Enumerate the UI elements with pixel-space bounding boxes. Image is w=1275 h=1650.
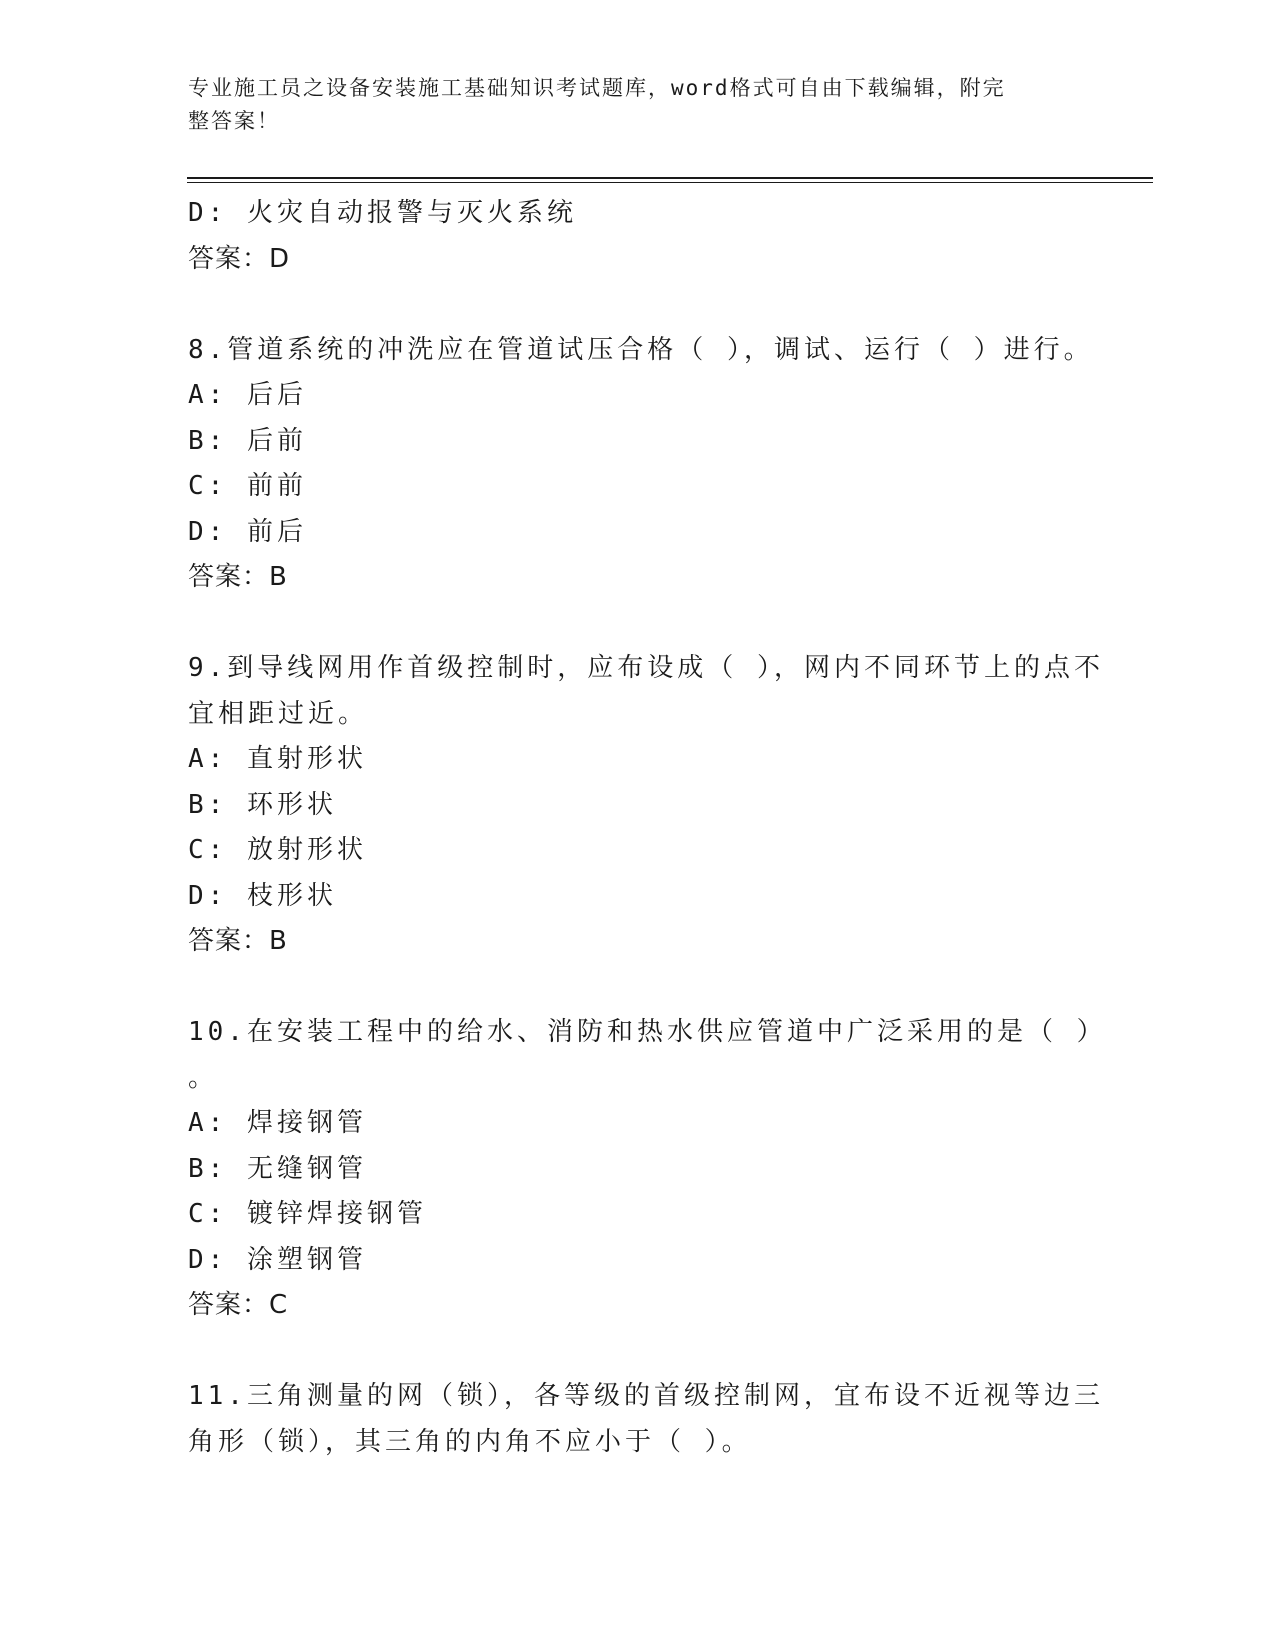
question-stem-line-2: 角形（锁），其三角的内角不应小于（ ）。 [188,1426,752,1457]
question-10 [188,1010,1107,1329]
header-line-2: 整答案！ [188,109,280,133]
question-stem-line-1: 9.到导线网用作首级控制时，应布设成（ ），网内不同环节上的点不 [188,653,1104,683]
header-divider-thick [187,177,1153,179]
question-11 [188,1374,1104,1465]
question-8 [188,328,1094,601]
question-stem-line-2: 。 [188,1062,219,1093]
question-stem-line-1: 10.在安装工程中的给水、消防和热水供应管道中广泛采用的是（ ） [188,1017,1107,1047]
option-d: D: 前后 [188,516,307,547]
answer-label: 答案：B [188,926,288,956]
option-b: B: 后前 [188,425,307,456]
option-c: C: 放射形状 [188,835,367,865]
option-b: B: 环形状 [188,789,337,820]
document-header [188,72,1068,138]
option-a: A: 后后 [188,380,307,410]
question-7-tail [188,191,1088,282]
question-9 [188,646,1104,965]
answer-label: 答案：B [188,562,288,592]
option-c: C: 镀锌焊接钢管 [188,1199,427,1229]
question-stem: 8.管道系统的冲洗应在管道试压合格（ ），调试、运行（ ）进行。 [188,334,1094,365]
option-d: D: 枝形状 [188,880,337,911]
answer-label: 答案：D [188,243,291,274]
answer-label: 答案：C [188,1290,289,1320]
option-c: C: 前前 [188,471,307,501]
option-a: A: 焊接钢管 [188,1108,367,1138]
option-a: A: 直射形状 [188,744,367,774]
question-stem-line-1: 11.三角测量的网（锁），各等级的首级控制网，宜布设不近视等边三 [188,1381,1104,1411]
option-b: B: 无缝钢管 [188,1153,367,1184]
option-d: D: 涂塑钢管 [188,1244,367,1275]
option-d: D: 火灾自动报警与灭火系统 [188,198,577,228]
header-line-1: 专业施工员之设备安装施工基础知识考试题库，word格式可自由下载编辑，附完 [188,76,1006,100]
header-divider-thin [187,182,1153,183]
question-stem-line-2: 宜相距过近。 [188,698,369,729]
question-list [188,191,1107,1465]
